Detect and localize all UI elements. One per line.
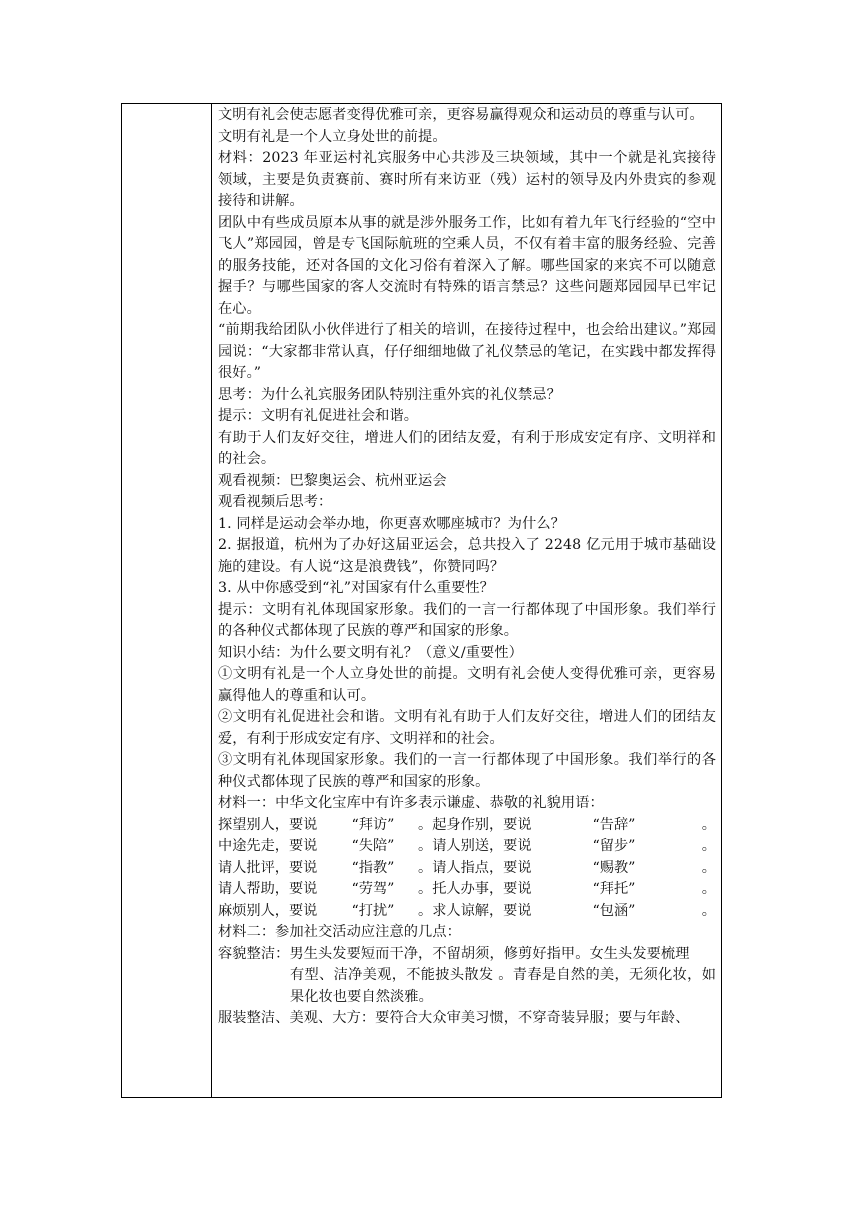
- paragraph: 提示：文明有礼体现国家形象。我们的一言一行都体现了中国形象。我们举行的各种仪式都体现了民族的尊严和国家的形象。: [218, 601, 716, 639]
- vocab-situation: 中途先走，要说: [218, 838, 318, 854]
- vocab-term: “拜访”: [351, 816, 395, 833]
- paragraph: 服装整洁、美观、大方：要符合大众审美习惯，不穿奇装异服；要与年龄、: [218, 1010, 690, 1026]
- paragraph: 观看视频：巴黎奥运会、杭州亚运会: [218, 472, 447, 489]
- paragraph: 团队中有些成员原本从事的就是涉外服务工作，比如有着九年飞行经验的“空中飞人”郑园园，曾是专飞国际航班的空乘人员，不仅有着丰富的服务经验、完善的服务技能，还对各国的文化习俗有着深入了解。哪些国家的来宾不可以随意握手？与哪些国家的客人交流时有特殊的语言禁忌？这些问题郑园园早已牢记在心。: [218, 214, 716, 317]
- vocab-term: “留步”: [592, 838, 636, 854]
- paragraph: 材料一：中华文化宝库中有许多表示谦虚、恭敬的礼貌用语：: [218, 795, 604, 811]
- vocab-term: “告辞”: [592, 816, 636, 833]
- vocab-situation: 。请人别送，要说: [418, 838, 532, 854]
- paragraph: 材料二：参加社交活动应注意的几点：: [218, 924, 461, 940]
- paragraph: 文明有礼会使志愿者变得优雅可亲，更容易赢得观众和运动员的尊重与认可。: [218, 107, 704, 123]
- vocab-situation: 请人帮助，要说: [218, 881, 318, 897]
- vocab-term: “指教”: [351, 859, 395, 876]
- vocab-situation: 请人批评，要说: [218, 859, 318, 876]
- vocab-end: 。: [701, 902, 716, 919]
- vocab-row: [218, 858, 716, 880]
- vocab-row: [218, 901, 716, 923]
- vocab-term: “打扰”: [351, 902, 395, 919]
- summary-point: ③文明有礼体现国家形象。我们的一言一行都体现了中国形象。我们举行的各种仪式都体现了民族的尊严和国家的形象。: [218, 752, 716, 790]
- paragraph: 有型、洁净美观，不能披头散发 。青春是自然的美，无须化妆，如果化妆也要自然淡雅。: [290, 967, 716, 1005]
- vocab-end: 。: [701, 859, 716, 876]
- vocab-term: “包涵”: [592, 902, 636, 919]
- vocab-term: “赐教”: [592, 859, 636, 876]
- vocab-situation: 麻烦别人，要说: [218, 902, 318, 919]
- vocab-row: [218, 815, 716, 837]
- summary-point: ①文明有礼是一个人立身处世的前提。文明有礼会使人变得优雅可亲，更容易赢得他人的尊重和认可。: [218, 666, 716, 704]
- question-item: 2. 据报道，杭州为了办好这届亚运会，总共投入了 2248 亿元用于城市基础设施的建设。有人说“这是浪费钱”，你赞同吗？: [218, 537, 716, 575]
- question-item: 1. 同样是运动会举办地，你更喜欢哪座城市？为什么？: [218, 515, 565, 532]
- paragraph: 知识小结：为什么要文明有礼？（意义/重要性）: [218, 644, 523, 661]
- paragraph: 容貌整洁：男生头发要短而干净，不留胡须，修剪好指甲。女生头发要梳理: [218, 945, 690, 962]
- vocab-term: “劳驾”: [351, 881, 395, 897]
- vocab-situation: 。起身作别，要说: [418, 816, 532, 833]
- vocab-row: [218, 836, 716, 858]
- vocab-end: 。: [701, 816, 716, 833]
- paragraph: 提示：文明有礼促进社会和谐。: [218, 408, 419, 424]
- paragraph: 有助于人们友好交往，增进人们的团结友爱，有利于形成安定有序、文明祥和的社会。: [218, 429, 716, 467]
- paragraph: 材料：2023 年亚运村礼宾服务中心共涉及三块领域，其中一个就是礼宾接待领域，主要是负责赛前、赛时所有来访亚（残）运村的领导及内外贵宾的参观接待和讲解。: [218, 150, 716, 209]
- vocab-term: “拜托”: [592, 881, 636, 897]
- vocab-situation: 。求人谅解，要说: [418, 902, 532, 919]
- vocab-situation: 探望别人，要说: [218, 816, 318, 833]
- vocab-term: “失陪”: [351, 838, 395, 854]
- summary-point: ②文明有礼促进社会和谐。文明有礼有助于人们友好交往，增进人们的团结友爱，有利于形成安定有序、文明祥和的社会。: [218, 709, 716, 747]
- lesson-table: [121, 103, 722, 1098]
- vocab-situation: 。托人办事，要说: [418, 881, 532, 897]
- question-item: 3. 从中你感受到“礼”对国家有什么重要性？: [218, 580, 494, 596]
- vocab-row: [218, 879, 716, 901]
- paragraph: 观看视频后思考：: [218, 494, 333, 510]
- vocab-end: 。: [701, 881, 716, 897]
- paragraph: 思考：为什么礼宾服务团队特别注重外宾的礼仪禁忌？: [218, 386, 561, 403]
- vocab-situation: 。请人指点，要说: [418, 859, 532, 876]
- left-column-cell: [122, 104, 212, 1097]
- vocab-end: 。: [701, 838, 716, 854]
- paragraph: “前期我给团队小伙伴进行了相关的培训，在接待过程中，也会给出建议。”郑园园说：“大家都非常认真，仔仔细细地做了礼仪禁忌的笔记，在实践中都发挥得很好。”: [218, 322, 716, 381]
- paragraph: 文明有礼是一个人立身处世的前提。: [218, 128, 447, 145]
- content-cell: [218, 105, 716, 1030]
